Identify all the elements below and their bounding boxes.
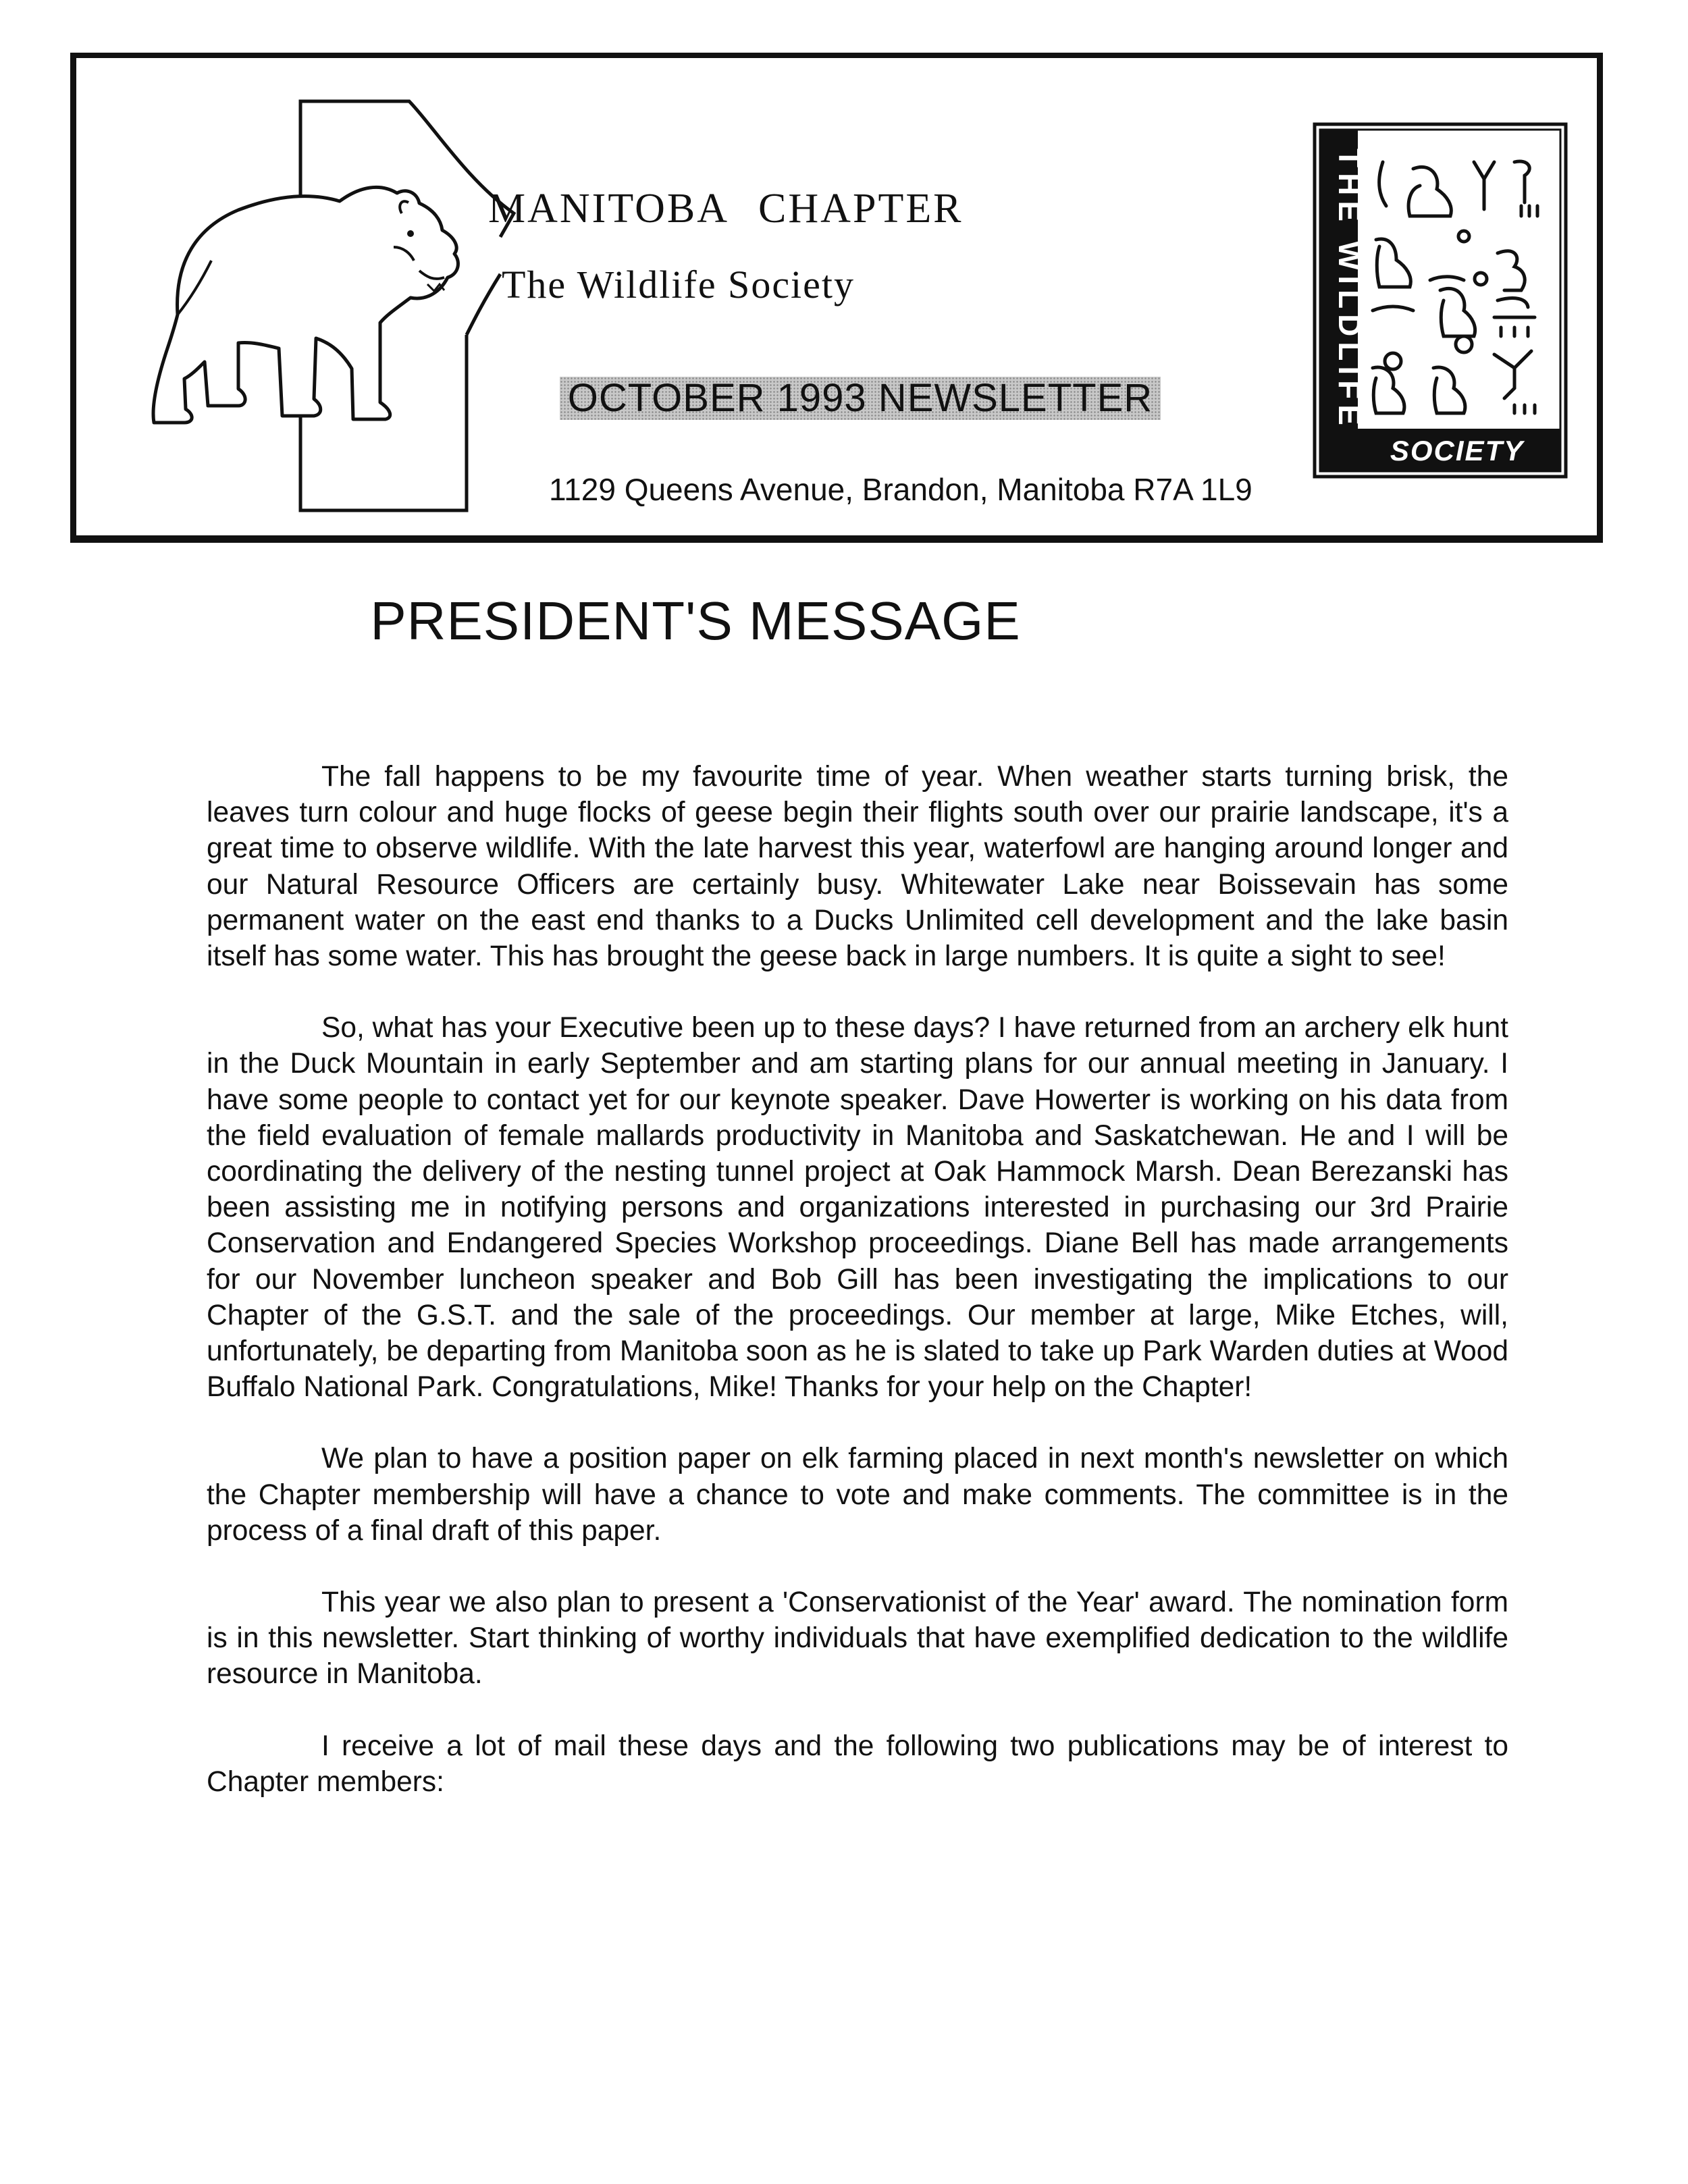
society-name: The Wildlife Society — [502, 263, 855, 307]
paragraph: We plan to have a position paper on elk farming placed in next month's newsletter on which the Chapter membership will have a chance to vote and make comments. The committee is in the process of a final draft of this paper. — [207, 1443, 1508, 1547]
masthead — [70, 53, 1603, 543]
paragraph: I receive a lot of mail these days and the following two publications may be of interest to Chapter members: — [207, 1730, 1508, 1798]
message-body — [207, 759, 1508, 1800]
mailing-address: 1129 Queens Avenue, Brandon, Manitoba R7A 1L9 — [549, 472, 1252, 507]
page-title: PRESIDENT'S MESSAGE — [370, 591, 1021, 651]
wildlife-society-logo — [1312, 122, 1568, 479]
paragraph: This year we also plan to present a 'Conservationist of the Year' award. The nomination form is in this newsletter. Start thinking of worthy individuals that have exemplified dedication to the wildlife resource in Manitoba. — [207, 1587, 1508, 1690]
issue-banner: OCTOBER 1993 NEWSLETTER — [560, 377, 1161, 420]
paragraph: The fall happens to be my favourite time of year. When weather starts turning brisk, the leaves turn colour and huge flocks of geese begin their flights south over our prairie landscape, it's a great time to observe wildlife. With the late harvest this year, waterfowl are hanging around longer and our Natural Resource Officers are certainly busy. Whitewater Lake near Boissevain has some permanent water on the east end thanks to a Ducks Unlimited cell development and the lake basin itself has some water. This has brought the geese back in large numbers. It is quite a sight to see! — [207, 761, 1508, 973]
logo-society-text: SOCIETY — [1390, 435, 1525, 467]
chapter-title: MANITOBA CHAPTER — [488, 186, 964, 232]
polar-bear-icon — [137, 146, 515, 443]
paragraph: So, what has your Executive been up to these days? I have returned from an archery elk hunt in the Duck Mountain in early September and am starting plans for our annual meeting in January. I have some people to contact yet for our keynote speaker. Dave Howerter is working on his data from the field evaluation of female mallards productivity in Manitoba and Saskatchewan. He and I will be coordinating the delivery of the nesting tunnel project at Oak Hammock Marsh. Dean Berezanski has been assisting me in notifying persons and organizations interested in purchasing our 3rd Prairie Conservation and Endangered Species Workshop proceedings. Diane Bell has made arrangements for our November luncheon speaker and Bob Gill has been investigating the implications to our Chapter of the G.S.T. and the sale of the proceedings. Our member at large, Mike Etches, will, unfortunately, be departing from Manitoba soon as he is slated to take up Park Warden duties at Wood Buffalo National Park. Congratulations, Mike! Thanks for your help on the Chapter! — [207, 1012, 1508, 1404]
logo-vertical-text: THE WILDLIFE — [1332, 149, 1367, 431]
